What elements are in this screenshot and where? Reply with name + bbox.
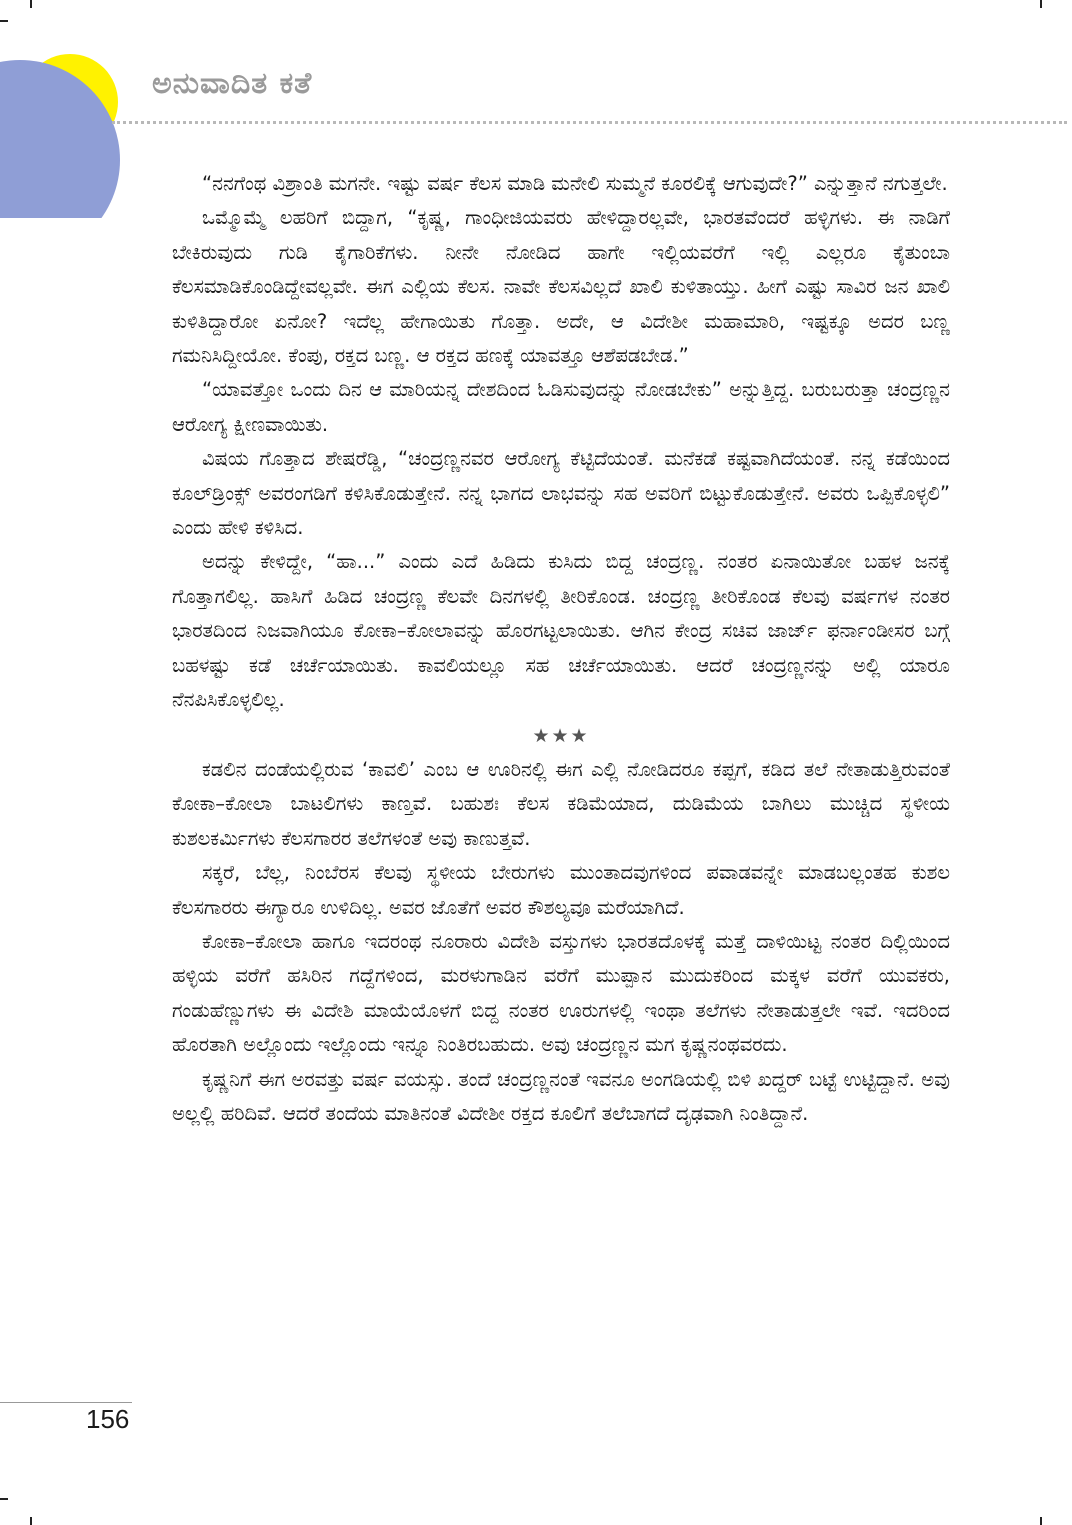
crop-mark [1040, 0, 1042, 8]
paragraph: ಕಡಲಿನ ದಂಡೆಯಲ್ಲಿರುವ ‘ಕಾವಲಿ’ ಎಂಬ ಆ ಊರಿನಲ್ಲಿ ಈಗ ಎಲ್ಲಿ ನೋಡಿದರೂ ಕಪ್ಪಗೆ, ಕಡಿದ ತಲೆ ನೇತಾಡುತ್ತಿರುವಂತೆ ಕೋಕಾ–ಕೋಲಾ ಬಾಟಲಿಗಳು ಕಾಣ್ತವೆ. ಬಹುಶಃ ಕೆಲಸ ಕಡಿಮೆಯಾದ, ದುಡಿಮೆಯ ಬಾಗಿಲು ಮುಚ್ಚಿದ ಸ್ಥಳೀಯ ಕುಶಲಕರ್ಮಿಗಳು ಕೆಲಸಗಾರರ ತಲೆಗಳಂತೆ ಅವು ಕಾಣುತ್ತವೆ. [172, 757, 950, 850]
header-decoration [0, 48, 120, 218]
paragraph: ಸಕ್ಕರೆ, ಬೆಲ್ಲ, ನಿಂಬೆರಸ ಕೆಲವು ಸ್ಥಳೀಯ ಬೇರುಗಳು ಮುಂತಾದವುಗಳಿಂದ ಪವಾಡವನ್ನೇ ಮಾಡಬಲ್ಲಂತಹ ಕುಶಲ ಕೆಲಸಗಾರರು ಈಗ್ಯಾರೂ ಉಳಿದಿಲ್ಲ. ಅವರ ಜೊತೆಗೆ ಅವರ ಕೌಶಲ್ಯವೂ ಮರೆಯಾಗಿದೆ. [172, 861, 950, 919]
paragraph: ಅದನ್ನು ಕೇಳಿದ್ದೇ, “ಹಾ...” ಎಂದು ಎದೆ ಹಿಡಿದು ಕುಸಿದು ಬಿದ್ದ ಚಂದ್ರಣ್ಣ. ನಂತರ ಏನಾಯಿತೋ ಬಹಳ ಜನಕ್ಕೆ ಗೊತ್ತಾಗಲಿಲ್ಲ. ಹಾಸಿಗೆ ಹಿಡಿದ ಚಂದ್ರಣ್ಣ ಕೆಲವೇ ದಿನಗಳಲ್ಲಿ ತೀರಿಕೊಂಡ. ಚಂದ್ರಣ್ಣ ತೀರಿಕೊಂಡ ಕೆಲವು ವರ್ಷಗಳ ನಂತರ ಭಾರತದಿಂದ ನಿಜವಾಗಿಯೂ ಕೋಕಾ–ಕೋಲಾವನ್ನು ಹೊರಗಟ್ಟಲಾಯಿತು. ಆಗಿನ ಕೇಂದ್ರ ಸಚಿವ ಜಾರ್ಜ್ ಫರ್ನಾಂಡೀಸರ ಬಗ್ಗೆ ಬಹಳಷ್ಟು ಕಡೆ ಚರ್ಚೆಯಾಯಿತು. ಕಾವಲಿಯಲ್ಲೂ ಸಹ ಚರ್ಚೆಯಾಯಿತು. ಆದರೆ ಚಂದ್ರಣ್ಣನನ್ನು ಅಲ್ಲಿ ಯಾರೂ ನೆನಪಿಸಿಕೊಳ್ಳಲಿಲ್ಲ. [172, 550, 950, 712]
crop-mark [30, 1517, 32, 1525]
paragraph: “ನನಗೆಂಥ ವಿಶ್ರಾಂತಿ ಮಗನೇ. ಇಷ್ಟು ವರ್ಷ ಕೆಲಸ ಮಾಡಿ ಮನೇಲಿ ಸುಮ್ಮನೆ ಕೂರಲಿಕ್ಕೆ ಆಗುವುದೇ?” ಎನ್ನುತ್ತಾನೆ ನಗುತ್ತಲೇ. [202, 172, 948, 195]
paragraph: ಒಮ್ಮೊಮ್ಮೆ ಲಹರಿಗೆ ಬಿದ್ದಾಗ, “ಕೃಷ್ಣ, ಗಾಂಧೀಜಿಯವರು ಹೇಳಿದ್ದಾರಲ್ಲವೇ, ಭಾರತವೆಂದರೆ ಹಳ್ಳಿಗಳು. ಈ ನಾಡಿಗೆ ಬೇಕಿರುವುದು ಗುಡಿ ಕೈಗಾರಿಕೆಗಳು. ನೀನೇ ನೋಡಿದ ಹಾಗೇ ಇಲ್ಲಿಯವರೆಗೆ ಇಲ್ಲಿ ಎಲ್ಲರೂ ಕೈತುಂಬಾ ಕೆಲಸಮಾಡಿಕೊಂಡಿದ್ದೇವಲ್ಲವೇ. ಈಗ ಎಲ್ಲಿಯ ಕೆಲಸ. ನಾವೇ ಕೆಲಸವಿಲ್ಲದೆ ಖಾಲಿ ಕುಳಿತಾಯ್ತು. ಹೀಗೆ ಎಷ್ಟು ಸಾವಿರ ಜನ ಖಾಲಿ ಕುಳಿತಿದ್ದಾರೋ ಏನೋ? ಇದೆಲ್ಲ ಹೇಗಾಯಿತು ಗೊತ್ತಾ. ಅದೇ, ಆ ವಿದೇಶೀ ಮಹಾಮಾರಿ, ಇಷ್ಟಕ್ಕೂ ಅದರ ಬಣ್ಣ ಗಮನಿಸಿದ್ದೀಯೋ. ಕೆಂಪು, ರಕ್ತದ ಬಣ್ಣ. ಆ ರಕ್ತದ ಹಣಕ್ಕೆ ಯಾವತ್ತೂ ಆಶೆಪಡಬೇಡ.” [172, 206, 950, 368]
paragraph: ವಿಷಯ ಗೊತ್ತಾದ ಶೇಷರೆಡ್ಡಿ, “ಚಂದ್ರಣ್ಣನವರ ಆರೋಗ್ಯ ಕೆಟ್ಟಿದೆಯಂತೆ. ಮನೆಕಡೆ ಕಷ್ಟವಾಗಿದೆಯಂತೆ. ನನ್ನ ಕಡೆಯಿಂದ ಕೂಲ್‌ಡ್ರಿಂಕ್ಸ್ ಅವರಂಗಡಿಗೆ ಕಳಿಸಿಕೊಡುತ್ತೇನೆ. ನನ್ನ ಭಾಗದ ಲಾಭವನ್ನು ಸಹ ಅವರಿಗೆ ಬಿಟ್ಟುಕೊಡುತ್ತೇನೆ. ಅವರು ಒಪ್ಪಿಕೊಳ್ಳಲಿ” ಎಂದು ಹೇಳಿ ಕಳಿಸಿದ. [172, 447, 950, 540]
story-body [172, 167, 950, 1131]
paragraph: ಕೋಕಾ–ಕೋಲಾ ಹಾಗೂ ಇದರಂಥ ನೂರಾರು ವಿದೇಶಿ ವಸ್ತುಗಳು ಭಾರತದೊಳಕ್ಕೆ ಮತ್ತೆ ದಾಳಿಯಿಟ್ಟ ನಂತರ ದಿಲ್ಲಿಯಿಂದ ಹಳ್ಳಿಯ ವರೆಗೆ ಹಸಿರಿನ ಗದ್ದೆಗಳಿಂದ, ಮರಳುಗಾಡಿನ ವರೆಗೆ ಮುಪ್ಪಾನ ಮುದುಕರಿಂದ ಮಕ್ಕಳ ವರೆಗೆ ಯುವಕರು, ಗಂಡುಹೆಣ್ಣುಗಳು ಈ ವಿದೇಶಿ ಮಾಯೆಯೊಳಗೆ ಬಿದ್ದ ನಂತರ ಊರುಗಳಲ್ಲಿ ಇಂಥಾ ತಲೆಗಳು ನೇತಾಡುತ್ತಲೇ ಇವೆ. ಇದರಿಂದ ಹೊರತಾಗಿ ಅಲ್ಲೊಂದು ಇಲ್ಲೊಂದು ಇನ್ನೂ ನಿಂತಿರಬಹುದು. ಅವು ಚಂದ್ರಣ್ಣನ ಮಗ ಕೃಷ್ಣನಂಥವರದು. [172, 929, 950, 1057]
page-number: 156 [86, 1404, 130, 1434]
section-separator-stars: ★★★ [532, 724, 590, 747]
footer-rule [0, 1402, 132, 1403]
crop-mark [1040, 1517, 1042, 1525]
paragraph: “ಯಾವತ್ತೋ ಒಂದು ದಿನ ಆ ಮಾರಿಯನ್ನ ದೇಶದಿಂದ ಓಡಿಸುವುದನ್ನು ನೋಡಬೇಕು” ಅನ್ನುತ್ತಿದ್ದ. ಬರುಬರುತ್ತಾ ಚಂದ್ರಣ್ಣನ ಆರೋಗ್ಯ ಕ್ಷೀಣವಾಯಿತು. [172, 378, 950, 436]
crop-mark [0, 1498, 8, 1500]
crop-mark [30, 0, 32, 8]
header-dotted-divider [112, 121, 1067, 124]
paragraph: ಕೃಷ್ಣನಿಗೆ ಈಗ ಅರವತ್ತು ವರ್ಷ ವಯಸ್ಸು. ತಂದೆ ಚಂದ್ರಣ್ಣನಂತೆ ಇವನೂ ಅಂಗಡಿಯಲ್ಲಿ ಬಿಳಿ ಖದ್ದರ್ ಬಟ್ಟೆ ಉಟ್ಟಿದ್ದಾನೆ. ಅವು ಅಲ್ಲಲ್ಲಿ ಹರಿದಿವೆ. ಆದರೆ ತಂದೆಯ ಮಾತಿನಂತೆ ವಿದೇಶೀ ರಕ್ತದ ಕೂಲಿಗೆ ತಲೆಬಾಗದೆ ದೃಢವಾಗಿ ನಿಂತಿದ್ದಾನೆ. [172, 1067, 950, 1125]
section-title: ಅನುವಾದಿತ ಕತೆ [152, 66, 313, 101]
crop-mark [0, 20, 8, 22]
